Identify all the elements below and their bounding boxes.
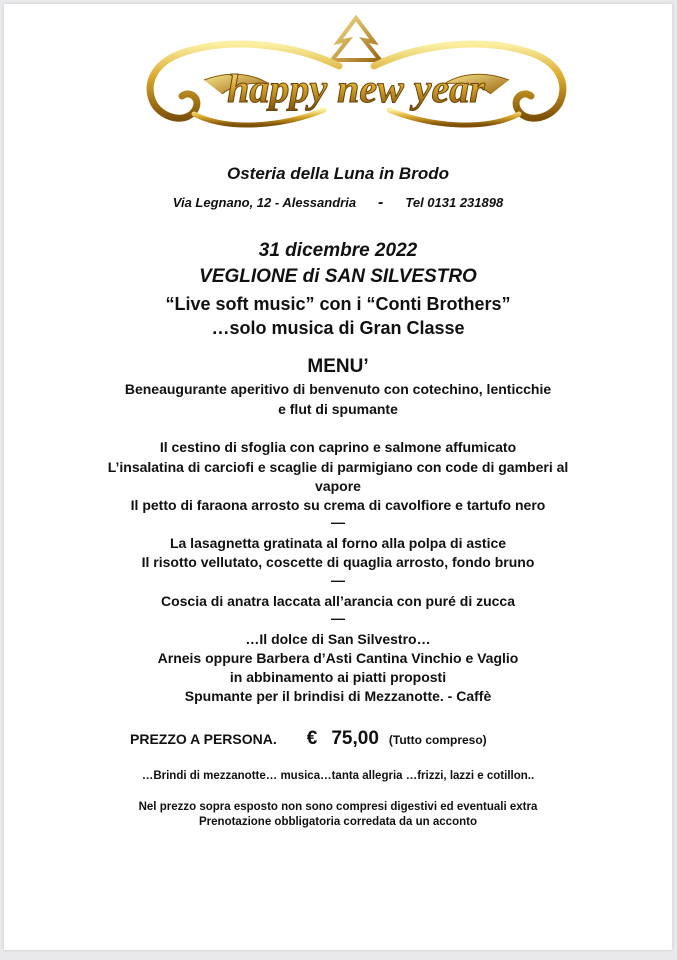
logo-lettering: happy new year [227,66,485,111]
restaurant-address: Via Legnano, 12 - Alessandria [172,195,357,210]
address-separator: - [378,194,384,211]
music-tagline: …solo musica di Gran Classe [211,318,465,338]
restaurant-phone: Tel 0131 231898 [405,195,504,210]
menu-item-aperitivo-1: Beneaugurante aperitivo di benvenuto con cotechino, lenticchie [124,381,552,397]
gold-ornament-icon [134,14,574,139]
menu-item-secondo: Coscia di anatra laccata all’arancia con puré di zucca [160,593,516,609]
music-line: “Live soft music” con i “Conti Brothers” [165,294,511,314]
happy-new-year-logo [134,14,574,139]
address-line [4,194,672,212]
menu-title: MENU’ [307,356,369,377]
course-separator: — [331,514,345,530]
menu-page [4,4,672,950]
price-label: PREZZO A PERSONA. [130,731,277,747]
notice-extras: Nel prezzo sopra esposto non sono compresi digestivi ed eventuali extra [138,801,538,813]
euro-sign: € [306,728,318,749]
menu-item-spumante: Spumante per il brindisi di Mezzanotte. - Caffè [184,688,492,704]
menu-item-primo-2: Il risotto vellutato, coscette di quaglia arrosto, fondo bruno [141,554,535,570]
event-date: 31 dicembre 2022 [258,240,418,261]
menu-item-wine-2: in abbinamento ai piatti proposti [229,669,447,685]
price-note: (Tutto compreso) [388,733,487,747]
menu-item-aperitivo-2: e flut di spumante [278,401,398,417]
menu-item-wine-1: Arneis oppure Barbera d’Asti Cantina Vinchio e Vaglio [157,650,519,666]
course-separator: — [331,610,345,626]
course-separator: — [331,572,345,588]
menu-item-antipasto-1: Il cestino di sfoglia con caprino e salmone affumicato [159,439,517,455]
notice-booking: Prenotazione obbligatoria corredata da un acconto [199,816,477,828]
menu-item-primo-1: La lasagnetta gratinata al forno alla polpa di astice [169,535,507,551]
menu-item-antipasto-2: L’insalatina di carciofi e scaglie di parmigiano con code di gamberi al [107,459,569,475]
event-title: VEGLIONE di SAN SILVESTRO [199,266,477,287]
menu-item-dolce: …Il dolce di San Silvestro… [245,631,431,647]
price-line [130,728,487,750]
menu-item-antipasto-3: Il petto di faraona arrosto su crema di cavolfiore e tartufo nero [130,497,546,513]
price-amount: 75,00 [331,728,379,749]
extras-line: …Brindi di mezzanotte… musica…tanta allegria …frizzi, lazzi e cotillon.. [141,770,535,782]
restaurant-name: Osteria della Luna in Brodo [227,164,449,183]
menu-item-antipasto-2b: vapore [315,478,361,494]
